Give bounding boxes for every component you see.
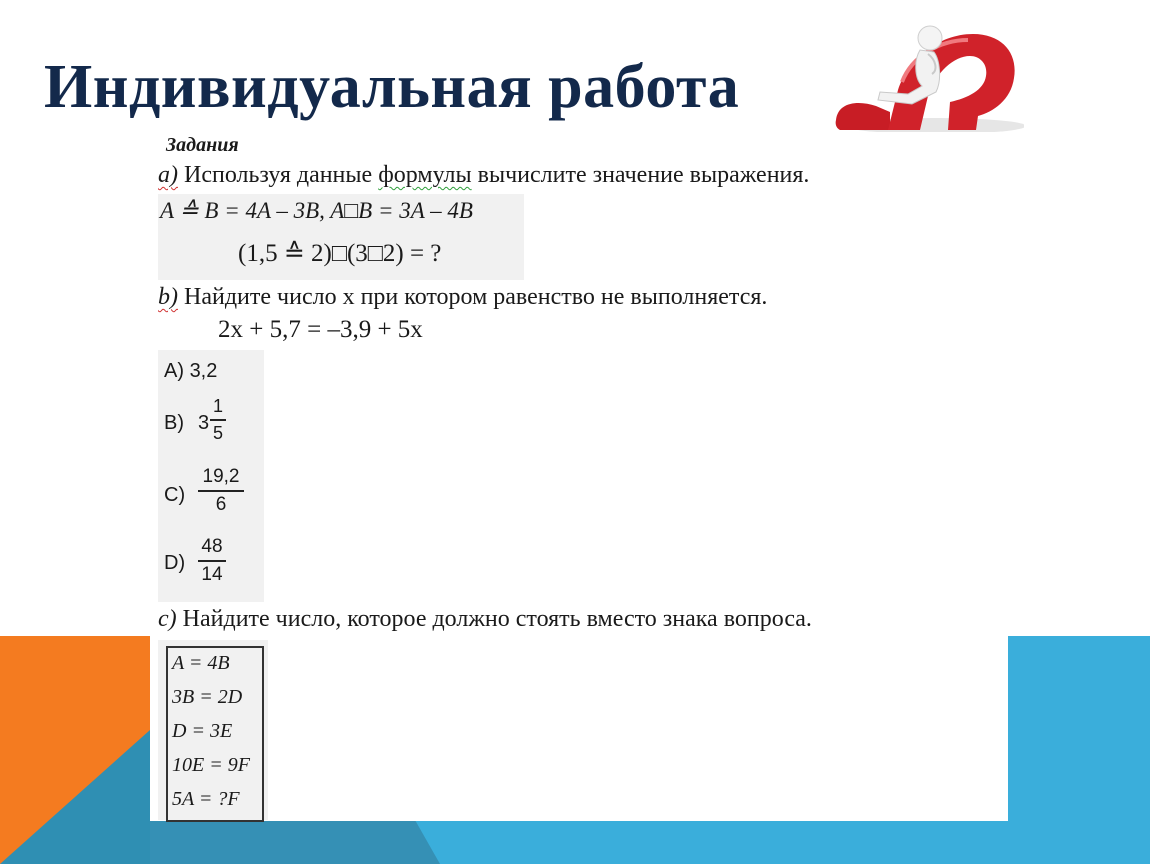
task-a-text: a) Используя данные формулы вычислите значение выражения. [158, 162, 810, 188]
task-b-text: b) Найдите число x при котором равенство не выполняется. [158, 284, 768, 310]
option-a: A) 3,2 [164, 360, 218, 382]
task-heading: Задания [166, 134, 239, 156]
task-b-label: b) [158, 284, 178, 310]
option-d-fraction: 48 14 [198, 536, 226, 586]
option-c-letter: C) [164, 484, 186, 506]
teal-bottom-shape [150, 820, 460, 864]
formula-a-expression: (1,5 ≙ 2)□(3□2) = ? [238, 240, 442, 267]
task-c-label: c) [158, 606, 177, 632]
option-b-whole: 3 [198, 412, 210, 434]
option-c-fraction: 19,2 6 [198, 466, 244, 516]
task-c-text: c) Найдите число, которое должно стоять вместо знака вопроса. [158, 606, 812, 632]
equation-line-2: 3B = 2D [172, 686, 243, 708]
formula-a-definition: A ≙ B = 4A – 3B, A□B = 3A – 4B [160, 198, 473, 223]
blue-bottom-shape [415, 820, 1008, 864]
equation-line-1: A = 4B [172, 652, 230, 674]
equations-box [166, 646, 264, 822]
option-d-letter: D) [164, 552, 186, 574]
task-b-equation: 2x + 5,7 = –3,9 + 5x [218, 316, 423, 343]
thinking-figure-question-mark-icon [828, 20, 1024, 136]
equation-line-4: 10E = 9F [172, 754, 250, 776]
option-b-letter: B) [164, 412, 184, 434]
equation-line-5: 5A = ?F [172, 788, 240, 810]
equation-line-3: D = 3E [172, 720, 233, 742]
task-sheet [150, 132, 1008, 821]
blue-right-shape [1008, 636, 1150, 864]
option-b-fraction: 1 5 [210, 396, 226, 444]
task-a-label: a) [158, 162, 178, 188]
slide-title: Индивидуальная работа [44, 53, 740, 121]
